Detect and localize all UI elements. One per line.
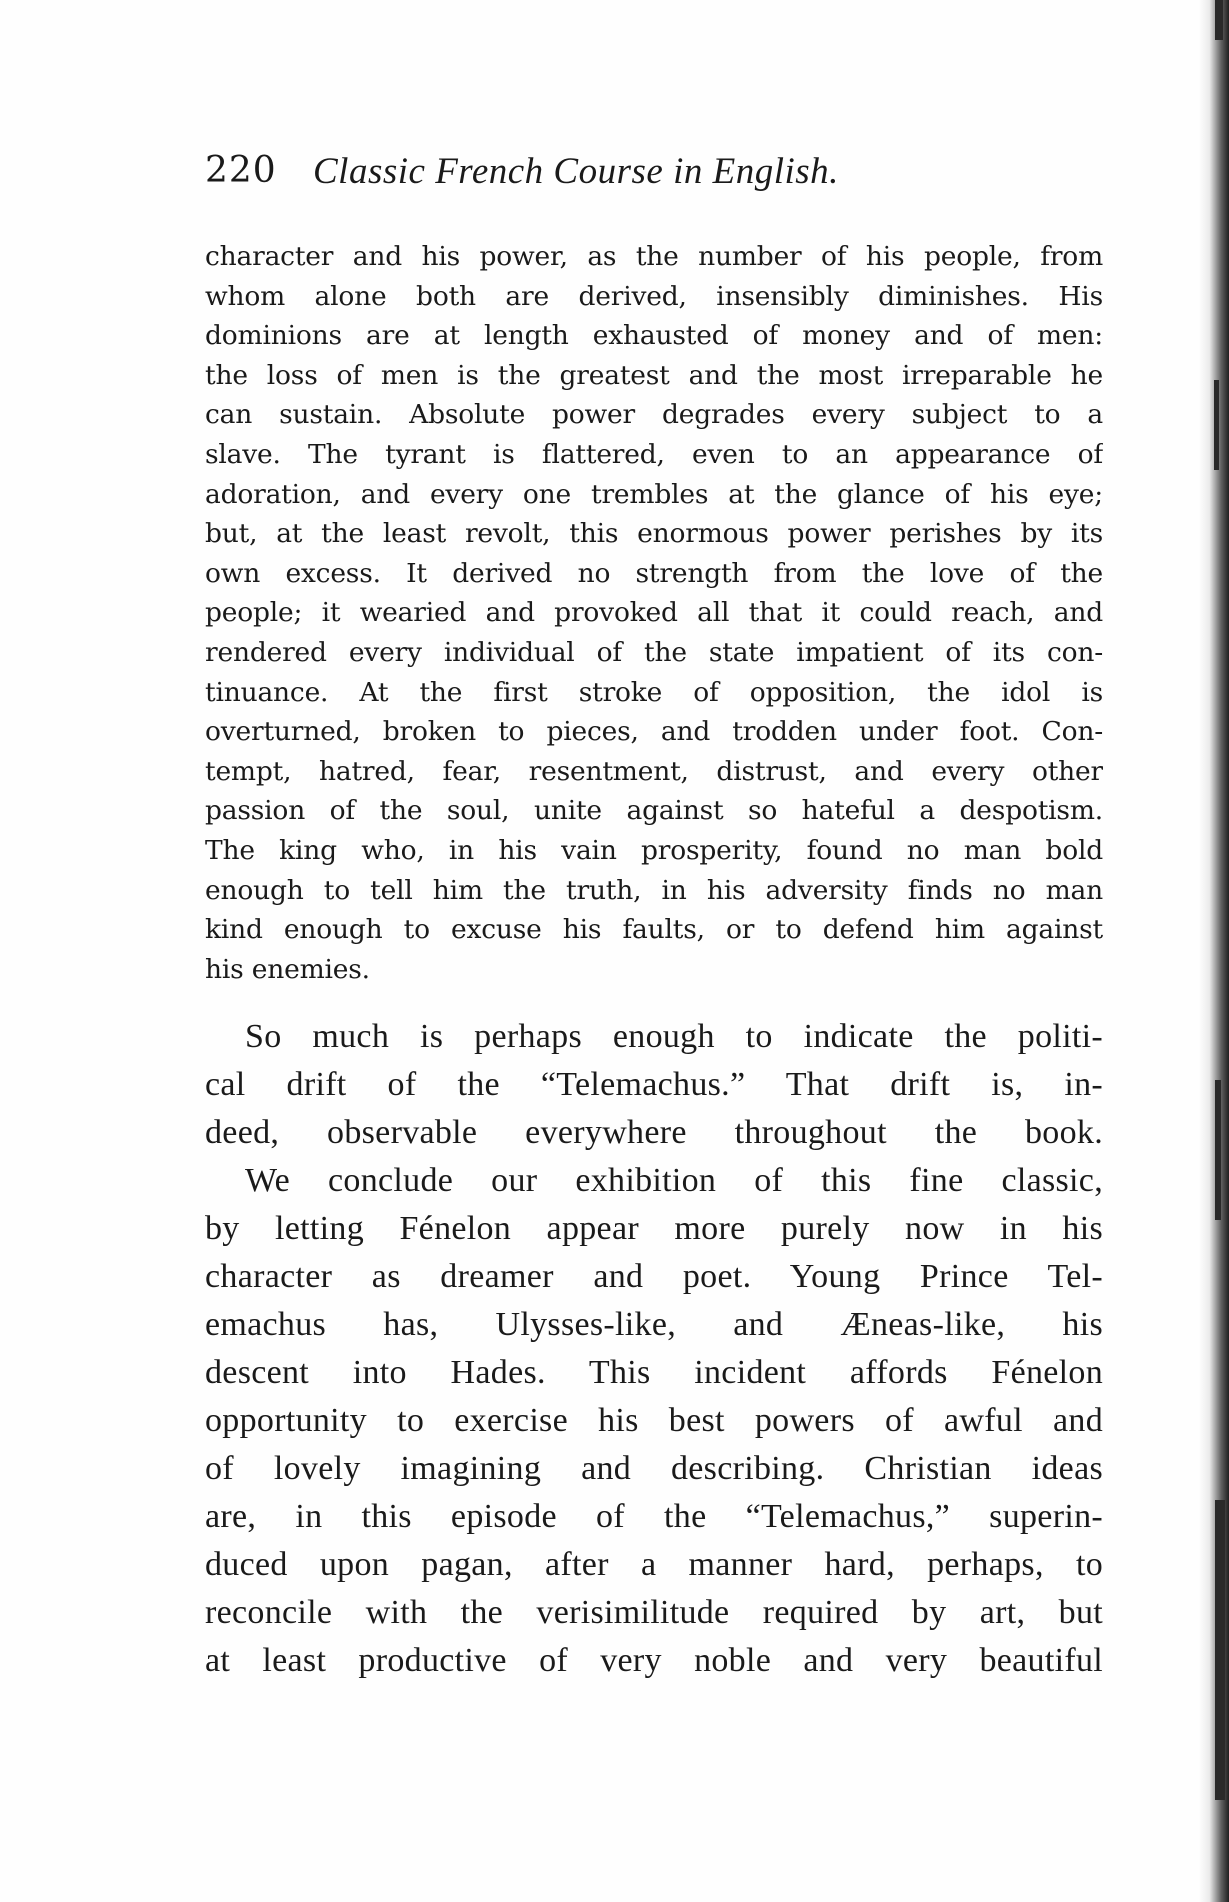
paragraph-line: deed, observable everywhere throughout the book. (205, 1114, 1103, 1151)
paragraph-line: cal drift of the “Telemachus.” That drift is, in- (205, 1066, 1103, 1103)
body-text (205, 1013, 1103, 1685)
quote-line: The king who, in his vain prosperity, found no man bold (205, 834, 1103, 866)
paragraph-line: by letting Fénelon appear more purely now in his (205, 1210, 1103, 1247)
paragraph-2 (205, 1157, 1103, 1685)
page-edge-mark (1215, 0, 1223, 40)
paragraph-1 (205, 1013, 1103, 1157)
quote-line: adoration, and every one trembles at the glance of his eye; (205, 478, 1103, 510)
paragraph-line: duced upon pagan, after a manner hard, perhaps, to (205, 1546, 1103, 1583)
running-head (205, 150, 1105, 210)
quote-line: whom alone both are derived, insensibly diminishes. His (205, 280, 1103, 312)
paragraph-line: So much is perhaps enough to indicate the politi- (245, 1018, 1103, 1055)
quote-line: can sustain. Absolute power degrades every subject to a (205, 399, 1103, 431)
quote-line: own excess. It derived no strength from the love of the (205, 557, 1103, 589)
page-number: 220 (205, 150, 277, 191)
page-edge-mark (1215, 1080, 1221, 1220)
quote-line: tinuance. At the first stroke of opposition, the idol is (205, 676, 1103, 708)
quote-line: his enemies. (205, 953, 370, 985)
quote-line: overturned, broken to pieces, and trodden under foot. Con- (205, 716, 1103, 748)
paragraph-line: emachus has, Ulysses-like, and Æneas-like, his (205, 1306, 1103, 1343)
paragraph-line: descent into Hades. This incident affords Fénelon (205, 1354, 1103, 1391)
quote-line: people; it wearied and provoked all that it could reach, and (205, 597, 1103, 629)
quote-line: kind enough to excuse his faults, or to defend him against (205, 914, 1103, 946)
block-quotation (205, 237, 1103, 989)
paragraph-line: We conclude our exhibition of this fine classic, (245, 1162, 1103, 1199)
quote-line: character and his power, as the number of his people, from (205, 241, 1103, 272)
quote-line: the loss of men is the greatest and the most irreparable he (205, 359, 1103, 391)
quote-line: tempt, hatred, fear, resentment, distrust, and every other (205, 755, 1103, 787)
quote-line: enough to tell him the truth, in his adversity finds no man (205, 874, 1103, 906)
quote-line: dominions are at length exhausted of money and of men: (205, 320, 1103, 352)
page-edge-mark (1215, 1500, 1225, 1800)
paragraph-line: of lovely imagining and describing. Christian ideas (205, 1450, 1103, 1487)
quote-line: passion of the soul, unite against so hateful a despotism. (205, 795, 1103, 827)
paragraph-line: at least productive of very noble and very beautiful (205, 1642, 1103, 1679)
paragraph-line: are, in this episode of the “Telemachus,” superin- (205, 1498, 1103, 1535)
quote-line: slave. The tyrant is flattered, even to an appearance of (205, 438, 1103, 470)
quote-line: rendered every individual of the state impatient of its con- (205, 636, 1103, 668)
page-edge-mark (1214, 380, 1219, 470)
paragraph-line: character as dreamer and poet. Young Prince Tel- (205, 1258, 1103, 1295)
quote-line: but, at the least revolt, this enormous power perishes by its (205, 518, 1103, 550)
paragraph-line: reconcile with the verisimilitude required by art, but (205, 1594, 1103, 1631)
running-title: Classic French Course in English. (313, 151, 839, 192)
paragraph-line: opportunity to exercise his best powers of awful and (205, 1402, 1103, 1439)
